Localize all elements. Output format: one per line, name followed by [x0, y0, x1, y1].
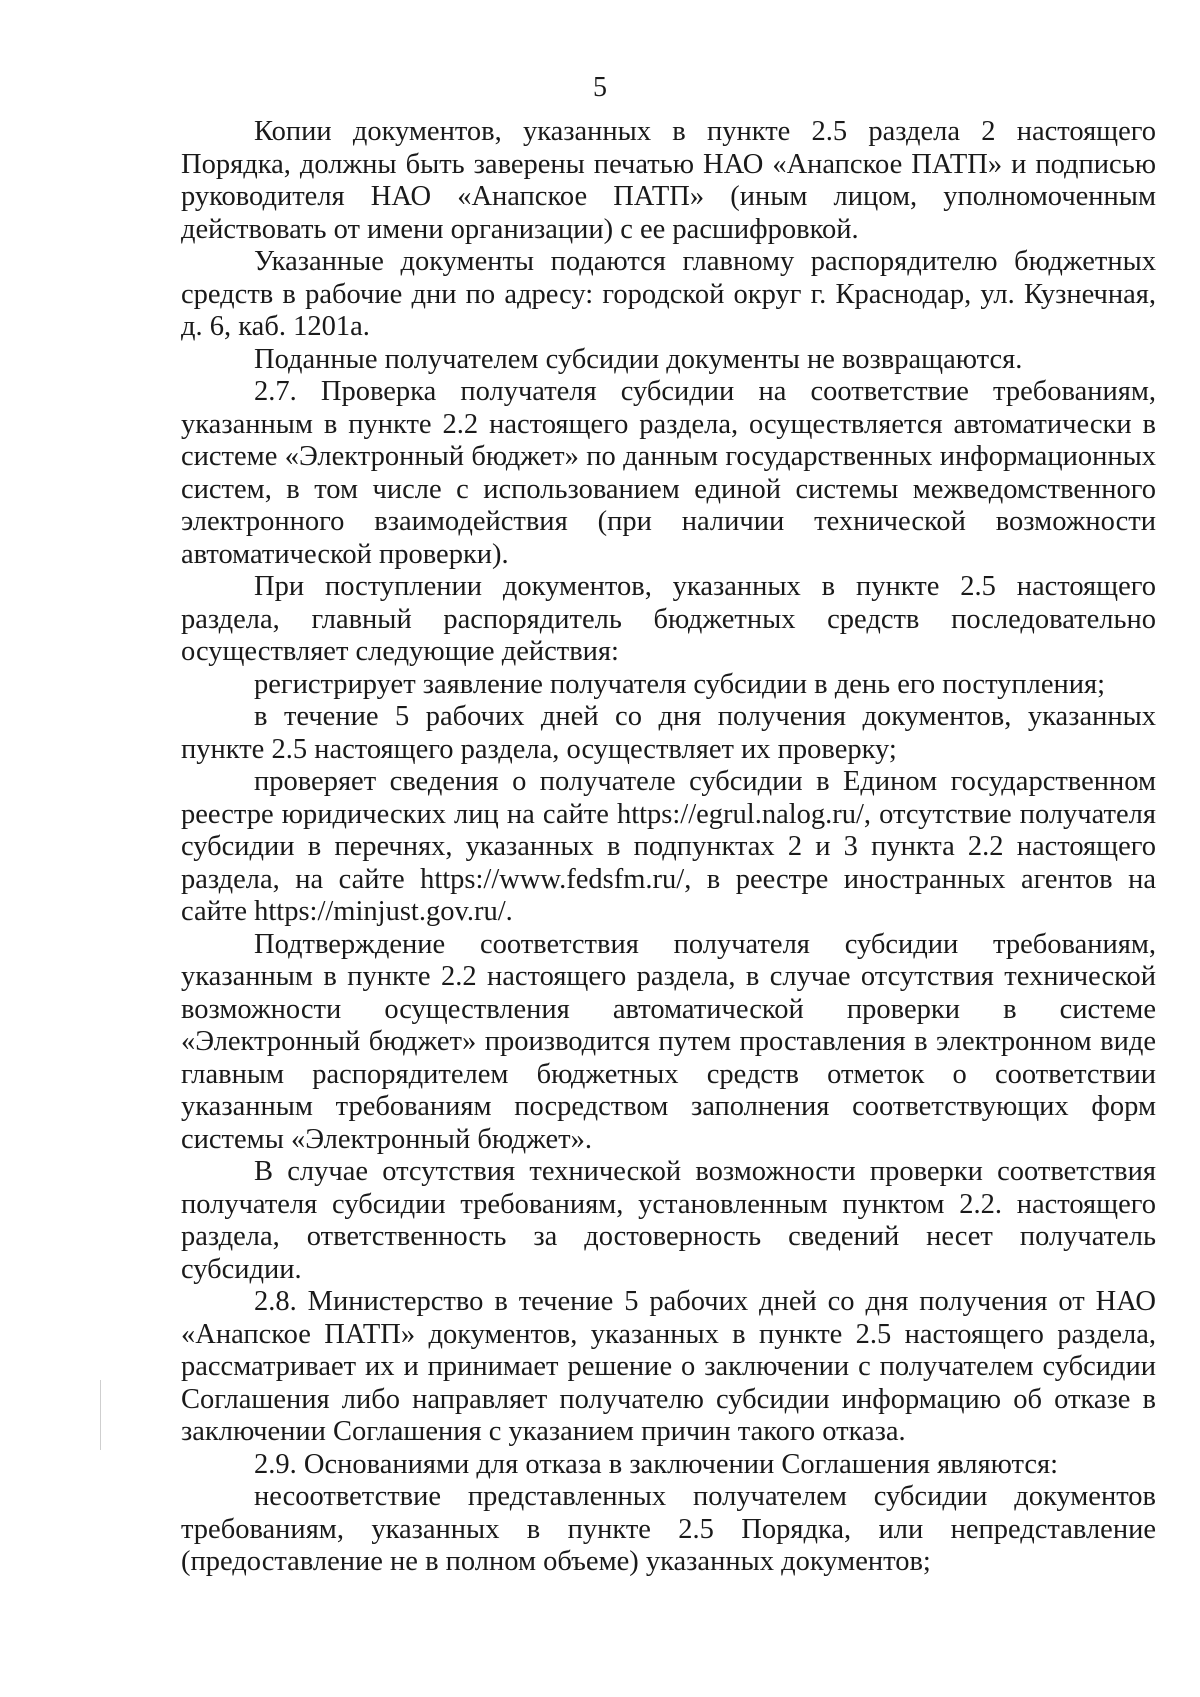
- scan-margin-mark: [100, 1380, 101, 1450]
- paragraph-noncompliance: несоответствие представленных получателем субсидии документов требованиям, указанных в пункте 2.5 Порядка, или непредставление (предоставление не в полном объеме) указанных документов;: [181, 1481, 1156, 1577]
- paragraph-registers-application: регистрирует заявление получателя субсидии в день его поступления;: [254, 668, 1106, 700]
- paragraph-confirmation: Подтверждение соответствия получателя субсидии требованиям, указанным в пункте 2.2 настоящего раздела, в случае отсутствия технической возможности осуществления автоматической проверки в системе «Электронный бюджет» производится путем проставления в электронном виде главным распорядителем бюджетных средств отметок о соответствии указанным требованиям посредством заполнения соответствующих форм системы «Электронный бюджет».: [181, 928, 1156, 1155]
- paragraph-copies-certification: Копии документов, указанных в пункте 2.5 раздела 2 настоящего Порядка, должны быть заверены печатью НАО «Анапское ПАТП» и подписью руководителя НАО «Анапское ПАТП» (иным лицом, уполномоченным действовать от имени организации) с ее расшифровкой.: [181, 116, 1156, 245]
- paragraph-documents-not-returned: Поданные получателем субсидии документы не возвращаются.: [254, 343, 1023, 375]
- paragraph-2-9-refusal-grounds: 2.9. Основаниями для отказа в заключении Соглашения являются:: [254, 1448, 1058, 1480]
- paragraph-actions-intro: При поступлении документов, указанных в пункте 2.5 настоящего раздела, главный распорядитель бюджетных средств последовательно осуществляет следующие действия:: [181, 571, 1156, 667]
- paragraph-submission-address: Указанные документы подаются главному распорядителю бюджетных средств в рабочие дни по адресу: городской округ г. Краснодар, ул. Кузнечная, д. 6, каб. 1201а.: [181, 246, 1156, 342]
- paragraph-registry-check: проверяет сведения о получателе субсидии в Едином государственном реестре юридических лиц на сайте https://egrul.nalog.ru/, отсутствие получателя субсидии в перечнях, указанных в подпунктах 2 и 3 пункта 2.2 настоящего раздела, на сайте https://www.fedsfm.ru/, в реестре иностранных агентов на сайте https://minjust.gov.ru/.: [181, 766, 1156, 927]
- paragraph-2-8-ministry-decision: 2.8. Министерство в течение 5 рабочих дней со дня получения от НАО «Анапское ПАТП» документов, указанных в пункте 2.5 настоящего раздела, рассматривает их и принимает решение о заключении с получателем субсидии Соглашения либо направляет получателю субсидии информацию об отказе в заключении Соглашения с указанием причин такого отказа.: [181, 1286, 1156, 1447]
- document-body: [181, 116, 1156, 1579]
- paragraph-five-day-check: в течение 5 рабочих дней со дня получения документов, указанных пункте 2.5 настоящего раздела, осуществляет их проверку;: [181, 701, 1156, 765]
- page-number: 5: [593, 72, 607, 103]
- paragraph-responsibility: В случае отсутствия технической возможности проверки соответствия получателя субсидии требованиям, установленным пунктом 2.2. настоящего раздела, ответственность за достоверность сведений несет получатель субсидии.: [181, 1156, 1156, 1285]
- paragraph-2-7-verification: 2.7. Проверка получателя субсидии на соответствие требованиям, указанным в пункте 2.2 настоящего раздела, осуществляется автоматически в системе «Электронный бюджет» по данным государственных информационных систем, в том числе с использованием единой системы межведомственного электронного взаимодействия (при наличии технической возможности автоматической проверки).: [181, 376, 1156, 570]
